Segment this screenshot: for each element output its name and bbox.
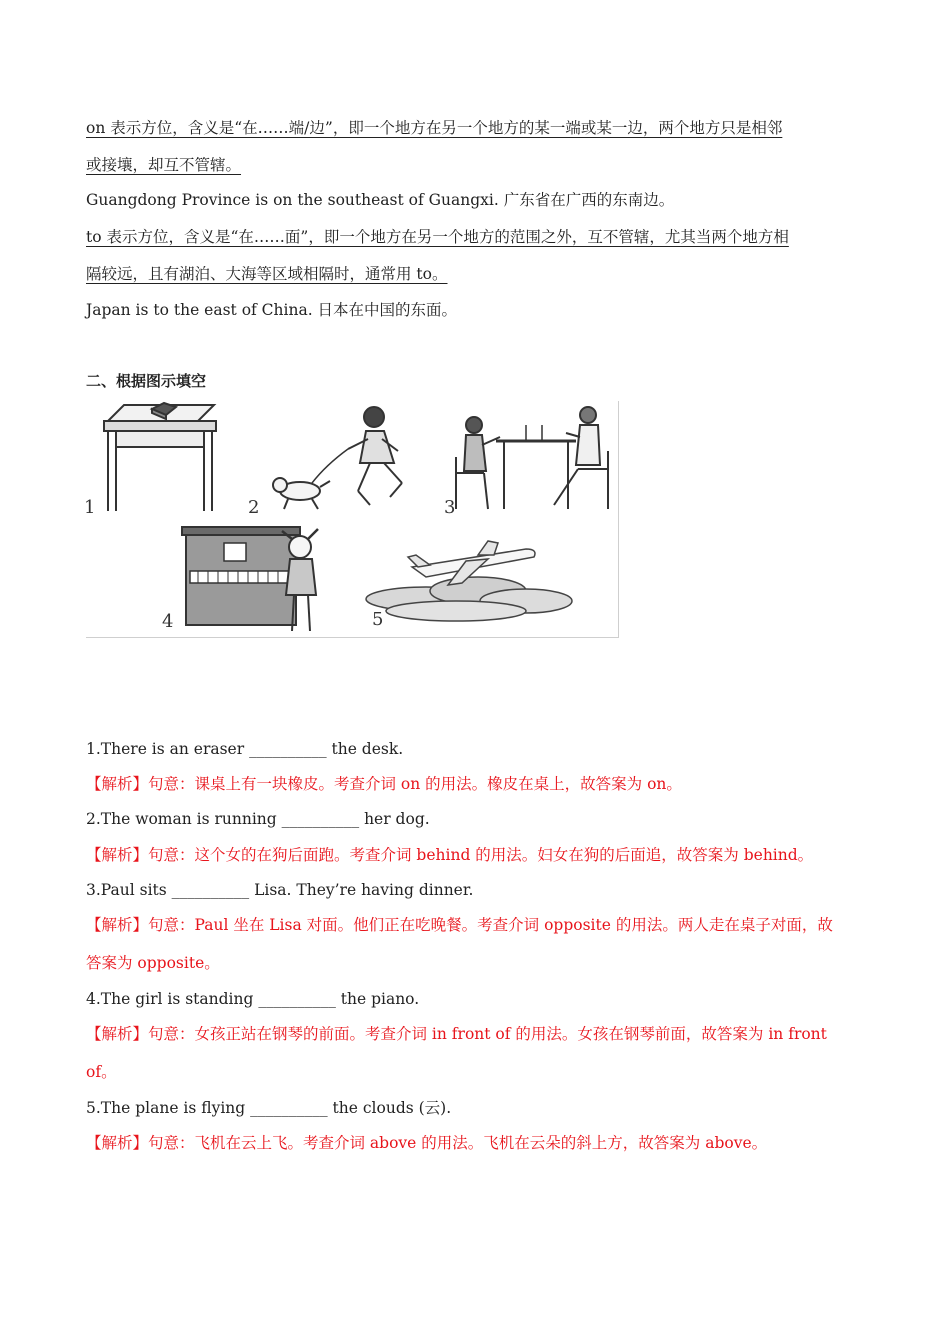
on-rule-line-2: 或接壤，却互不管辖。 [86, 156, 242, 174]
to-rule-line-2: 隔较远，且有湖泊、大海等区域相隔时，通常用 to。 [86, 265, 448, 283]
question-2-analysis: 【解析】句意：这个女的在狗后面跑。考查介词 behind 的用法。妇女在狗的后面追，故答案为 behind。 [86, 846, 814, 864]
question-3: 3.Paul sits __________ Lisa. They’re having dinner. [86, 881, 474, 899]
question-1-analysis: 【解析】句意：课桌上有一块橡皮。考查介词 on 的用法。橡皮在桌上，故答案为 on。 [86, 775, 682, 793]
question-2: 2.The woman is running __________ her dog. [86, 810, 430, 828]
to-rule-line-1: to 表示方位，含义是“在……面”，即一个地方在另一个地方的范围之外，互不管辖，尤其当两个地方相 [86, 228, 789, 246]
question-3-analysis-line-1: 【解析】句意：Paul 坐在 Lisa 对面。他们正在吃晚餐。考查介词 opposite 的用法。两人走在桌子对面，故 [86, 916, 833, 934]
question-4-analysis-line-1: 【解析】句意：女孩正站在钢琴的前面。考查介词 in front of 的用法。女孩在钢琴前面，故答案为 in front [86, 1025, 827, 1043]
question-4: 4.The girl is standing __________ the piano. [86, 990, 420, 1008]
figure-label-5: 5 [372, 609, 384, 630]
desk-scene [104, 403, 216, 511]
question-5: 5.The plane is flying __________ the clouds (云). [86, 1099, 452, 1117]
question-5-analysis: 【解析】句意：飞机在云上飞。考查介词 above 的用法。飞机在云朵的斜上方，故答案为 above。 [86, 1134, 768, 1152]
preposition-illustration [86, 401, 619, 638]
to-example: Japan is to the east of China. 日本在中国的东面。 [86, 301, 458, 319]
question-3-analysis-line-2: 答案为 opposite。 [86, 954, 220, 972]
question-4-analysis-line-2: of。 [86, 1063, 117, 1081]
dining-scene [456, 407, 608, 509]
figure-label-2: 2 [248, 497, 260, 518]
figure-label-4: 4 [162, 611, 174, 632]
plane-scene [366, 541, 572, 621]
question-1: 1.There is an eraser __________ the desk. [86, 740, 404, 758]
section-title: 二、根据图示填空 [86, 372, 207, 390]
figure-label-1: 1 [84, 497, 96, 518]
running-scene [273, 407, 402, 509]
piano-scene [182, 527, 318, 631]
on-rule-line-1: on 表示方位，含义是“在……端/边”，即一个地方在另一个地方的某一端或某一边，两个地方只是相邻 [86, 119, 783, 137]
figure-label-3: 3 [444, 497, 456, 518]
on-example: Guangdong Province is on the southeast of Guangxi. 广东省在广西的东南边。 [86, 191, 675, 209]
illustration-svg [86, 401, 618, 637]
